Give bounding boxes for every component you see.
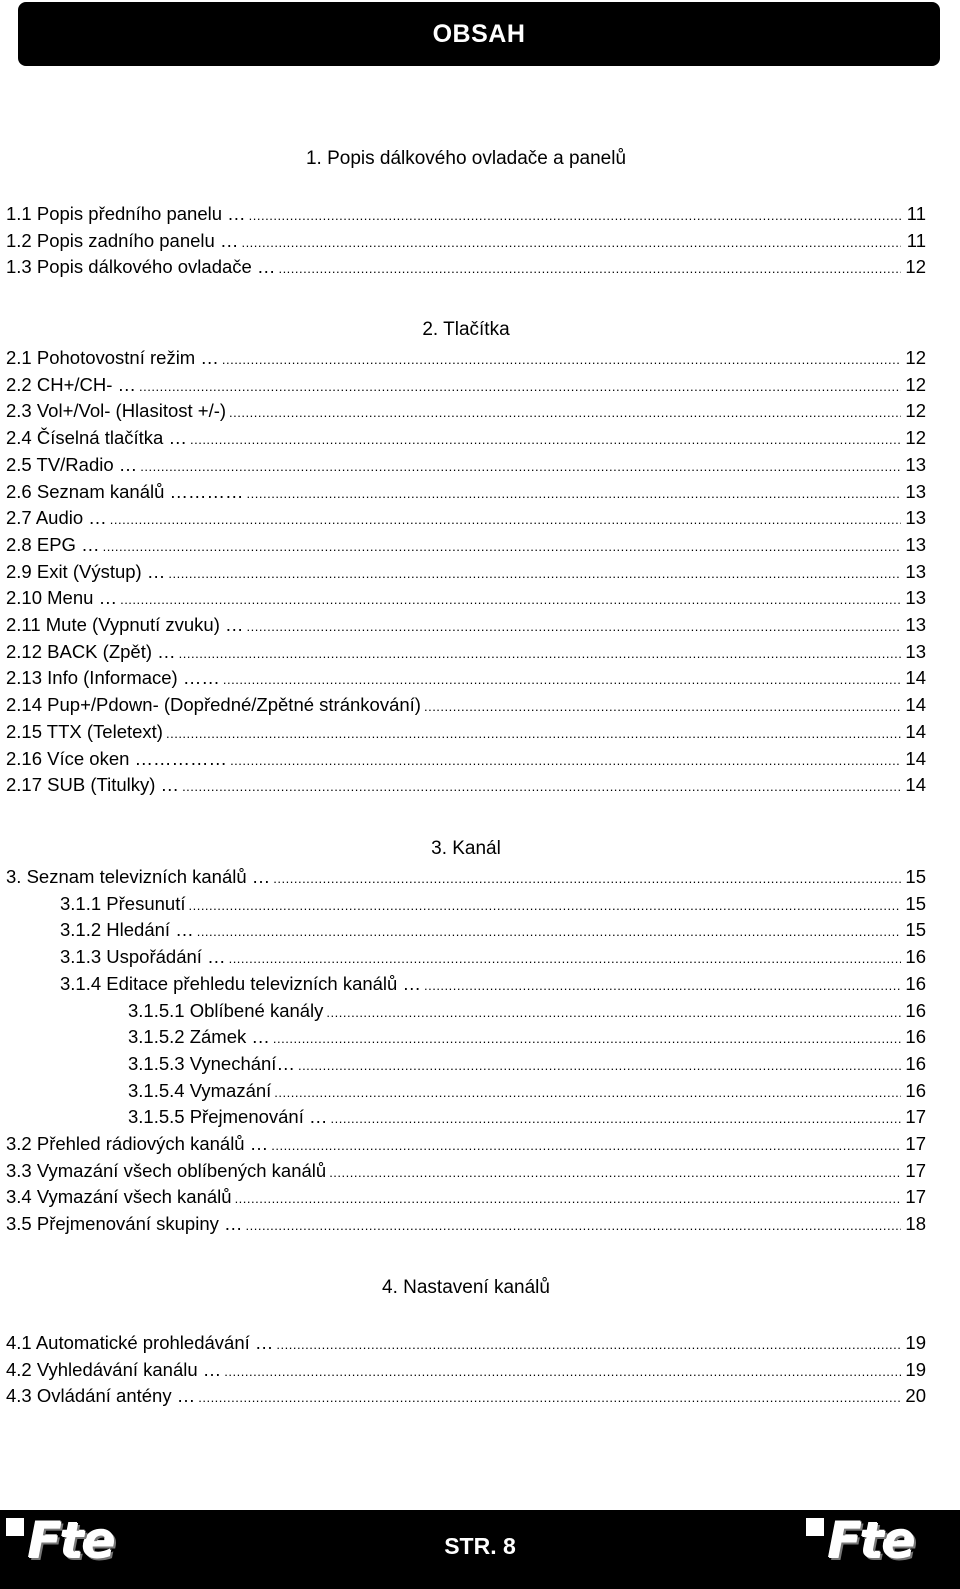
toc-entry-page: 12 (905, 427, 926, 449)
toc-entry-label: 2.7 Audio … (6, 507, 107, 529)
toc-entry-label: 3.1.5.3 Vynechání… (128, 1052, 295, 1074)
toc-entry-label: 2.17 SUB (Titulky) … (6, 774, 180, 796)
toc-entry-label: 1.3 Popis dálkového ovladače … (6, 256, 276, 278)
toc-entry-page: 15 (905, 892, 926, 914)
dot-leader (229, 946, 901, 972)
toc-entry-label: 3.1.5.4 Vymazání (128, 1079, 272, 1101)
logo-square-icon (6, 1518, 24, 1536)
toc-entry-label: 3.4 Vymazání všech kanálů (6, 1186, 232, 1208)
section-title: 1. Popis dálkového ovladače a panelů (305, 148, 627, 169)
toc-entry-page: 18 (905, 1213, 926, 1235)
toc-entry (6, 864, 926, 890)
toc-entry-page: 13 (905, 453, 926, 475)
toc-entry (6, 505, 926, 531)
toc-entry-label: 4.1 Automatické prohledávání … (6, 1332, 274, 1353)
toc-entry (6, 345, 926, 371)
dot-leader (271, 1133, 901, 1159)
toc-entry-label: 3.1.1 Přesunutí (60, 892, 186, 914)
toc-entry-page: 14 (905, 720, 926, 742)
toc-entry-label: 2.12 BACK (Zpět) … (6, 640, 176, 662)
toc-entry (6, 1211, 926, 1237)
dot-leader (424, 973, 901, 999)
brand-logo-right (806, 1512, 914, 1570)
toc-entry (6, 1330, 926, 1356)
toc-entry (6, 665, 926, 691)
toc-entry-page: 16 (905, 1052, 926, 1074)
toc-entry (6, 612, 926, 638)
toc-entry-page: 12 (905, 373, 926, 395)
toc-entry (6, 479, 926, 505)
dot-leader (273, 866, 901, 892)
dot-leader (249, 203, 901, 229)
toc-entry-page: 14 (905, 774, 926, 796)
toc-entry-page: 13 (905, 533, 926, 555)
dot-leader (229, 400, 901, 426)
logo-text: Fte (828, 1512, 914, 1570)
dot-leader (246, 1213, 901, 1239)
dot-leader (224, 1359, 901, 1385)
toc-entry-label: 1.1 Popis předního panelu … (6, 203, 246, 224)
toc-entry (6, 372, 926, 398)
section-title: 3. Kanál (431, 838, 501, 859)
dot-leader (188, 893, 901, 919)
toc-entry (6, 1357, 926, 1383)
toc-entry-label: 3.5 Přejmenování skupiny … (6, 1213, 243, 1235)
logo-square-icon (806, 1518, 824, 1536)
toc-entry (128, 998, 926, 1024)
dot-leader (179, 641, 901, 667)
toc-entry-label: 4.2 Vyhledávání kanálu … (6, 1358, 222, 1380)
toc-entry (6, 201, 926, 227)
toc-entry (6, 228, 926, 254)
toc-entry-page: 12 (905, 400, 926, 422)
toc-entry (6, 254, 926, 280)
toc-entry-page: 20 (905, 1385, 926, 1407)
toc-entry-page: 17 (905, 1106, 926, 1128)
section-title: 2. Tlačítka (422, 319, 510, 340)
toc-entry-page: 17 (905, 1159, 926, 1181)
toc-entry-label: 3.1.4 Editace přehledu televizních kanálů … (60, 972, 421, 994)
toc-entry-label: 3.1.3 Uspořádání … (60, 946, 226, 968)
page-title: OBSAH (432, 19, 526, 48)
toc-entry (6, 719, 926, 745)
toc-entry-page: 16 (905, 1026, 926, 1048)
toc-entry-page: 13 (905, 587, 926, 609)
toc-entry-label: 2.14 Pup+/Pdown- (Dopředné/Zpětné stránkování) (6, 694, 421, 716)
dot-leader (247, 481, 901, 507)
toc-entry (6, 1131, 926, 1157)
toc-entry-label: 3.1.5.5 Přejmenování … (128, 1106, 328, 1128)
toc-entry-label: 2.1 Pohotovostní režim … (6, 347, 219, 368)
toc-entry-page: 16 (905, 972, 926, 994)
toc-entry-page: 16 (905, 999, 926, 1021)
toc-entry (6, 532, 926, 558)
dot-leader (110, 507, 901, 533)
toc-entry-page: 19 (905, 1332, 926, 1353)
toc-entry-page: 13 (905, 640, 926, 662)
toc-entry-label: 2.5 TV/Radio … (6, 453, 138, 475)
toc-entry (128, 1104, 926, 1130)
toc-entry-label: 4.3 Ovládání antény … (6, 1385, 196, 1407)
dot-leader (273, 1026, 901, 1052)
toc-entry (60, 971, 926, 997)
toc-entry-label: 3. Seznam televizních kanálů … (6, 866, 271, 887)
toc-entry-page: 15 (905, 866, 926, 887)
dot-leader (276, 1332, 901, 1358)
dot-leader (329, 1160, 901, 1186)
toc-entry-page: 12 (905, 256, 926, 278)
toc-entry (60, 917, 926, 943)
toc-entry (6, 772, 926, 798)
dot-leader (182, 774, 901, 800)
toc-entry-page: 11 (906, 203, 926, 224)
toc-entry (6, 639, 926, 665)
toc-entry-page: 14 (905, 667, 926, 689)
toc-entry-label: 2.16 Více oken …………… (6, 747, 228, 769)
toc-entry-page: 12 (905, 347, 926, 368)
toc-entry-page: 16 (905, 1079, 926, 1101)
toc-entry (6, 1158, 926, 1184)
toc-entry-label: 2.8 EPG … (6, 533, 100, 555)
brand-logo-left (6, 1512, 114, 1570)
toc-entry-label: 2.11 Mute (Vypnutí zvuku) … (6, 614, 244, 635)
dot-leader (222, 347, 901, 373)
toc-entry (6, 559, 926, 585)
toc-entry-page: 11 (906, 229, 926, 251)
dot-leader (139, 374, 901, 400)
toc-entry-label: 3.3 Vymazání všech oblíbených kanálů (6, 1159, 327, 1181)
toc-entry-page: 13 (905, 614, 926, 635)
dot-leader (241, 230, 901, 256)
dot-leader (230, 748, 901, 774)
toc-entry (6, 692, 926, 718)
dot-leader (331, 1106, 902, 1132)
toc-entry-label: 2.6 Seznam kanálů ………… (6, 480, 244, 502)
toc-entry (60, 891, 926, 917)
dot-leader (424, 694, 901, 720)
toc-entry-label: 2.15 TTX (Teletext) (6, 720, 163, 742)
toc-entry-label: 2.3 Vol+/Vol- (Hlasitost +/-) (6, 400, 227, 422)
dot-leader (326, 1000, 901, 1026)
toc-entry-page: 14 (905, 747, 926, 769)
dot-leader (166, 721, 901, 747)
toc-entry-label: 2.2 CH+/CH- … (6, 373, 137, 395)
toc-entry-label: 1.2 Popis zadního panelu … (6, 229, 239, 251)
toc-entry-label: 2.4 Číselná tlačítka … (6, 427, 187, 449)
toc-entry-page: 16 (905, 946, 926, 968)
dot-leader (298, 1053, 901, 1079)
dot-leader (190, 427, 901, 453)
dot-leader (168, 561, 901, 587)
dot-leader (197, 919, 901, 945)
toc-entry (6, 425, 926, 451)
dot-leader (223, 667, 901, 693)
toc-entry (6, 452, 926, 478)
toc-entry-label: 3.1.5.2 Zámek … (128, 1026, 270, 1048)
toc-entry-page: 19 (905, 1358, 926, 1380)
toc-entry-page: 14 (905, 694, 926, 716)
toc-entry-label: 3.2 Přehled rádiových kanálů … (6, 1133, 269, 1154)
dot-leader (274, 1080, 901, 1106)
toc-entry-label: 2.10 Menu … (6, 587, 118, 609)
page-number: STR. 8 (444, 1533, 516, 1559)
dot-leader (247, 614, 901, 640)
dot-leader (140, 454, 901, 480)
toc-entry-page: 15 (905, 919, 926, 941)
toc-entry-label: 3.1.5.1 Oblíbené kanály (128, 999, 324, 1021)
toc-entry-label: 2.13 Info (Informace) …… (6, 667, 220, 689)
toc-entry (6, 746, 926, 772)
toc-entry-page: 13 (905, 480, 926, 502)
toc-entry-page: 17 (905, 1133, 926, 1154)
toc-entry (6, 398, 926, 424)
header-bar (18, 2, 940, 66)
toc-entry (6, 1383, 926, 1409)
dot-leader (120, 587, 901, 613)
toc-entry-page: 13 (905, 507, 926, 529)
dot-leader (103, 534, 901, 560)
toc-entry (128, 1024, 926, 1050)
toc-entry (128, 1051, 926, 1077)
dot-leader (278, 256, 901, 282)
toc-entry-page: 17 (905, 1186, 926, 1208)
logo-text: Fte (28, 1512, 114, 1570)
toc-entry (6, 585, 926, 611)
section-title: 4. Nastavení kanálů (382, 1277, 550, 1298)
toc-entry-page: 13 (905, 560, 926, 582)
toc-entry (128, 1078, 926, 1104)
toc-entry (60, 944, 926, 970)
dot-leader (235, 1186, 901, 1212)
dot-leader (198, 1385, 901, 1411)
toc-entry (6, 1184, 926, 1210)
toc-entry-label: 2.9 Exit (Výstup) … (6, 560, 166, 582)
toc-entry-label: 3.1.2 Hledání … (60, 919, 194, 941)
